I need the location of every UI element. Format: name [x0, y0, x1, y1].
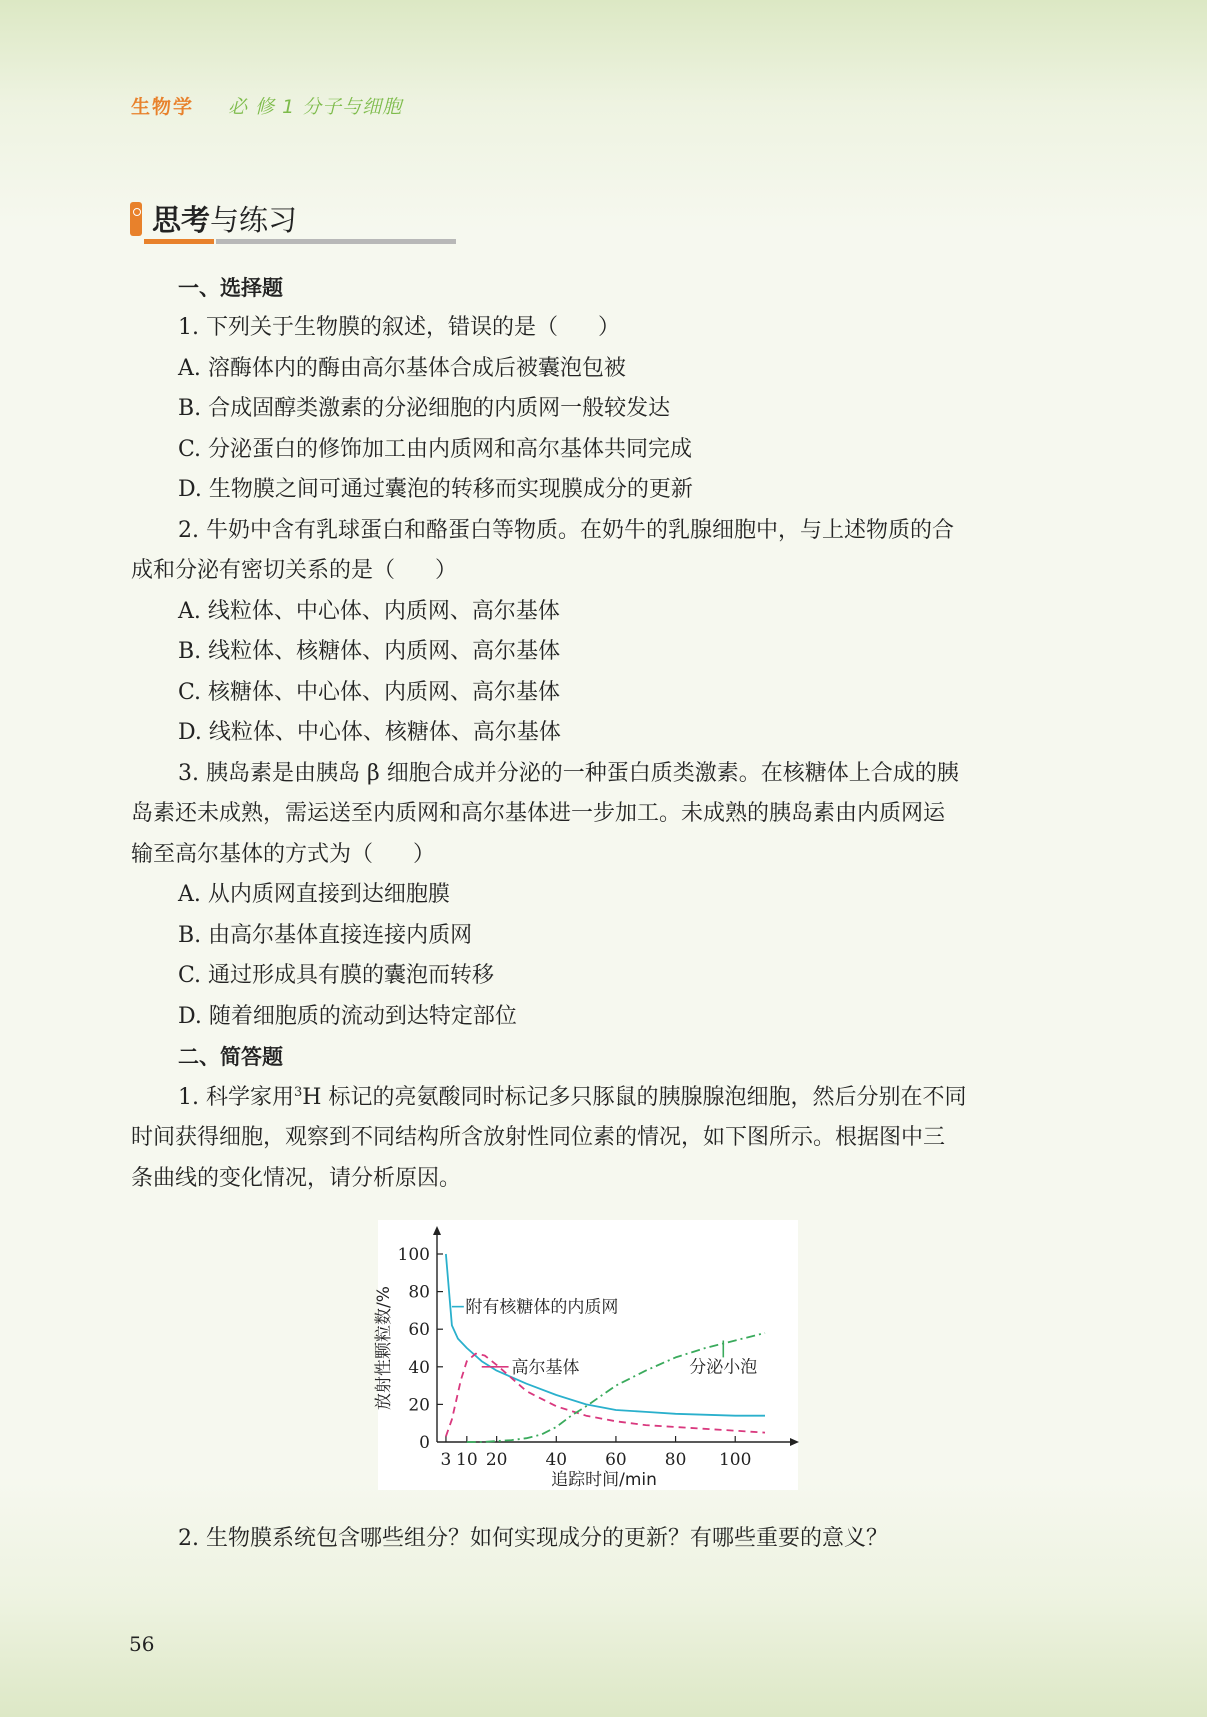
x-tick-label: 10	[456, 1450, 478, 1470]
y-tick-label: 0	[419, 1433, 430, 1453]
q3-option-b: B. 由高尔基体直接连接内质网	[178, 923, 473, 948]
isotope-superscript: 3	[293, 1085, 303, 1100]
series-2-label: 高尔基体	[511, 1357, 580, 1378]
series-1-label: 附有核糖体的内质网	[465, 1297, 619, 1318]
y-tick-label: 60	[408, 1320, 430, 1341]
page-number: 56	[129, 1632, 155, 1656]
part2-heading: 二、简答题	[178, 1045, 283, 1069]
q1-option-b: B. 合成固醇类激素的分泌细胞的内质网一般较发达	[178, 396, 671, 421]
y-tick-label: 40	[408, 1357, 430, 1378]
short-q1-line3: 条曲线的变化情况，请分析原因。	[131, 1166, 462, 1191]
header-book: 必 修 1 分子与细胞	[228, 96, 403, 118]
section-title-rest: 与练习	[210, 203, 298, 237]
x-axis-title: 追踪时间/min	[551, 1470, 657, 1490]
short-q1-line2: 时间获得细胞，观察到不同结构所含放射性同位素的情况，如下图所示。根据图中三	[131, 1125, 946, 1150]
q1-option-d: D. 生物膜之间可通过囊泡的转移而实现膜成分的更新	[178, 477, 693, 502]
x-tick-label: 40	[545, 1450, 568, 1470]
y-tick-label: 100	[397, 1245, 430, 1265]
q2-stem-line2: 成和分泌有密切关系的是（ ）	[131, 558, 458, 583]
q3-stem-line2: 岛素还未成熟，需运送至内质网和高尔基体进一步加工。未成熟的胰岛素由内质网运	[131, 801, 946, 826]
section-title-bold: 思考	[152, 203, 211, 237]
q3-stem-line3: 输至高尔基体的方式为（ ）	[131, 842, 436, 867]
q3-option-a: A. 从内质网直接到达细胞膜	[178, 882, 450, 907]
y-tick-label: 20	[408, 1395, 430, 1416]
q2-option-a: A. 线粒体、中心体、内质网、高尔基体	[178, 599, 560, 624]
x-tick-label: 20	[485, 1450, 508, 1470]
series-3-label: 分泌小泡	[689, 1357, 758, 1378]
short-q2: 2. 生物膜系统包含哪些组分？如何实现成分的更新？有哪些重要的意义？	[178, 1526, 888, 1551]
x-tick-label: 100	[718, 1450, 752, 1470]
q1-option-c: C. 分泌蛋白的修饰加工由内质网和高尔基体共同完成	[178, 437, 693, 462]
x-tick-label: 60	[605, 1450, 627, 1470]
q2-stem-line1: 2. 牛奶中含有乳球蛋白和酪蛋白等物质。在奶牛的乳腺细胞中，与上述物质的合	[178, 518, 954, 543]
x-tick-label: 3	[440, 1450, 452, 1470]
q3-stem-line1: 3. 胰岛素是由胰岛 β 细胞合成并分泌的一种蛋白质类激素。在核糖体上合成的胰	[178, 761, 959, 786]
header-subject: 生物学	[131, 96, 195, 118]
q2-option-c: C. 核糖体、中心体、内质网、高尔基体	[178, 680, 561, 705]
q1-option-a: A. 溶酶体内的酶由高尔基体合成后被囊泡包被	[178, 356, 626, 381]
q1-stem: 1. 下列关于生物膜的叙述，错误的是（ ）	[178, 315, 621, 340]
q3-option-d: D. 随着细胞质的流动到达特定部位	[178, 1004, 517, 1029]
y-tick-label: 80	[408, 1282, 430, 1303]
q2-option-d: D. 线粒体、中心体、核糖体、高尔基体	[178, 720, 561, 745]
part1-heading: 一、选择题	[178, 276, 283, 300]
q2-option-b: B. 线粒体、核糖体、内质网、高尔基体	[178, 639, 561, 664]
y-axis-title: 放射性颗粒数/%	[374, 1286, 394, 1410]
short-q1-line1: 1. 科学家用$^3$H 标记的亮氨酸同时标记多只豚鼠的胰腺腺泡细胞，然后分别在不同	[178, 1085, 967, 1110]
q3-option-c: C. 通过形成具有膜的囊泡而转移	[178, 963, 495, 988]
x-tick-label: 80	[664, 1450, 687, 1470]
